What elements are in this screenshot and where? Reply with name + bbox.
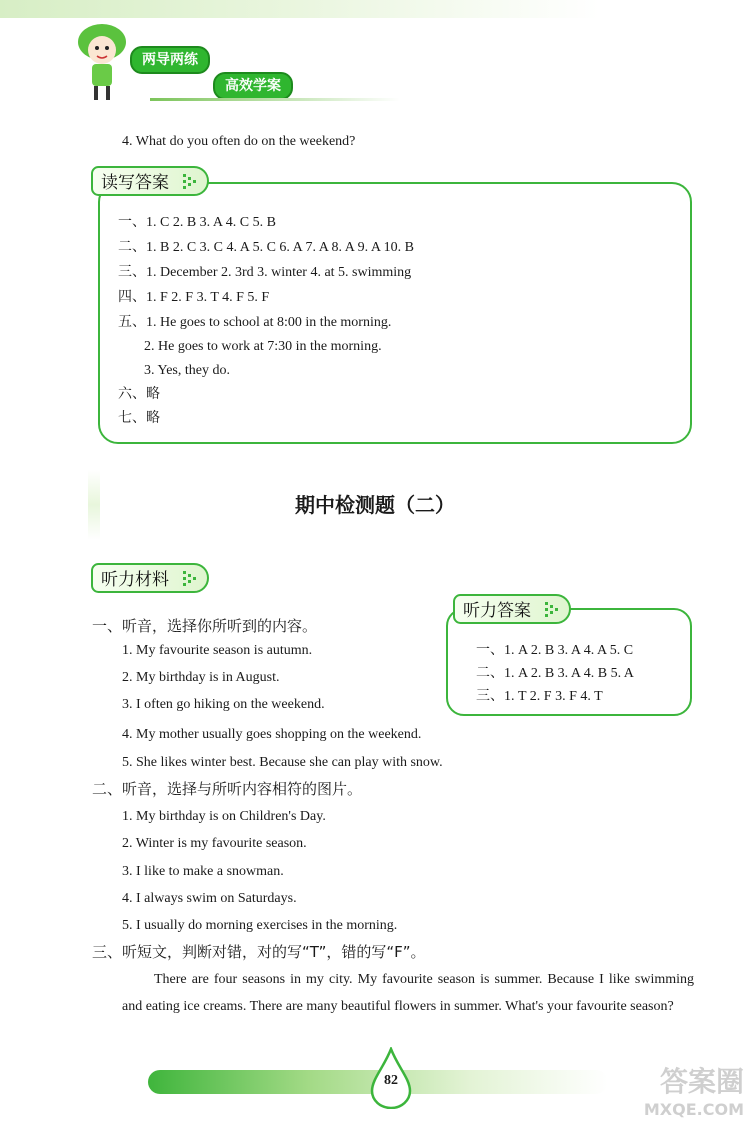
watermark-url: MXQE.COM bbox=[643, 1100, 744, 1119]
arrow-dots-icon bbox=[181, 569, 201, 589]
watermark-chars: 答案圈 bbox=[659, 1065, 744, 1098]
la-line-1: 一、1. A 2. B 3. A 4. A 5. C bbox=[476, 643, 634, 658]
section-2-heading: 二、听音，选择与所听内容相符的图片。 bbox=[92, 780, 363, 798]
rw-line-3: 三、1. December 2. 3rd 3. winter 4. at 5. swimming bbox=[118, 265, 412, 280]
header-strip bbox=[0, 0, 750, 18]
s2-item-3: 3. I like to make a snowman. bbox=[122, 864, 284, 879]
rw-line-5: 五、1. He goes to school at 8:00 in the morning. bbox=[118, 315, 392, 330]
arrow-dots-icon bbox=[543, 600, 563, 620]
s2-item-4: 4. I always swim on Saturdays. bbox=[122, 891, 297, 906]
s2-item-5: 5. I usually do morning exercises in the morning. bbox=[122, 918, 398, 933]
rw-line-6: 2. He goes to work at 7:30 in the morning. bbox=[144, 339, 382, 354]
listening-material-tab bbox=[91, 563, 209, 593]
rw-line-8: 六、略 bbox=[118, 387, 160, 402]
rw-line-2: 二、1. B 2. C 3. C 4. A 5. C 6. A 7. A 8. A 9. A 10. B bbox=[118, 240, 415, 255]
s2-item-2: 2. Winter is my favourite season. bbox=[122, 836, 307, 851]
la-line-3: 三、1. T 2. F 3. F 4. T bbox=[476, 689, 603, 704]
header-pill-1: 两导两练 bbox=[130, 46, 210, 74]
listening-material-tab-label: 听力材料 bbox=[101, 570, 169, 590]
section-3-heading: 三、听短文，判断对错，对的写“T”，错的写“F”。 bbox=[92, 943, 426, 961]
s1-item-2: 2. My birthday is in August. bbox=[122, 670, 280, 685]
rw-line-7: 3. Yes, they do. bbox=[144, 363, 230, 378]
header-pill-2: 高效学案 bbox=[213, 72, 293, 100]
s1-item-3: 3. I often go hiking on the weekend. bbox=[122, 697, 325, 712]
arrow-dots-icon bbox=[181, 172, 201, 192]
section-1-heading: 一、听音，选择你所听到的内容。 bbox=[92, 617, 318, 635]
page-title: 期中检测题（二） bbox=[295, 493, 455, 517]
rw-line-9: 七、略 bbox=[118, 411, 160, 426]
s1-item-1: 1. My favourite season is autumn. bbox=[122, 643, 313, 658]
rw-line-1: 一、1. C 2. B 3. A 4. C 5. B bbox=[118, 215, 276, 230]
page-number: 82 bbox=[384, 1073, 398, 1088]
listening-answer-tab-label: 听力答案 bbox=[463, 601, 531, 621]
top-question: 4. What do you often do on the weekend? bbox=[122, 134, 356, 149]
read-write-tab-label: 读写答案 bbox=[101, 173, 169, 193]
s2-item-1: 1. My birthday is on Children's Day. bbox=[122, 809, 326, 824]
header-divider bbox=[150, 98, 400, 101]
read-write-tab bbox=[91, 166, 209, 196]
s1-item-5: 5. She likes winter best. Because she can play with snow. bbox=[122, 755, 443, 770]
passage: There are four seasons in my city. My favourite season is summer. Because I like swimming and eating ice creams. There are many beautiful flowers in summer. What's your favourite season? bbox=[122, 972, 694, 1014]
listening-answer-tab bbox=[453, 594, 571, 624]
s1-item-4: 4. My mother usually goes shopping on the weekend. bbox=[122, 727, 422, 742]
la-line-2: 二、1. A 2. B 3. A 4. B 5. A bbox=[476, 666, 634, 681]
rw-line-4: 四、1. F 2. F 3. T 4. F 5. F bbox=[118, 290, 270, 305]
watermark bbox=[614, 1060, 744, 1120]
